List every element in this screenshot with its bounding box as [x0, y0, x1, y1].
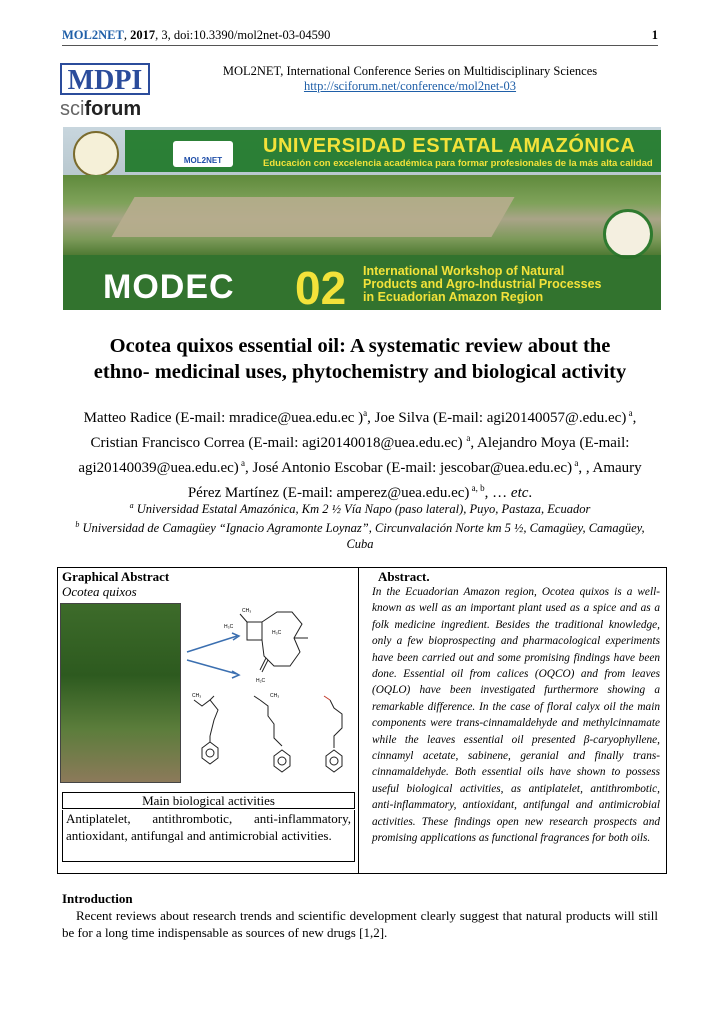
chem-label-h3c: H₃C: [272, 630, 282, 636]
chem-label-ch3: CH₃: [192, 693, 202, 699]
chem-label-h3c: H₃C: [224, 624, 234, 630]
methyl-cinnamate-structure: [194, 696, 218, 764]
abstract-text: In the Ecuadorian Amazon region, Ocotea quixos is a well-known as well as an important plant used as a spice and as a folk medicine ingredient. Besides the traditional knowledge, only a few bioprospecting and pharmacological experiments have been carried out and some promising findings have been done. Essential oil from calices (OQCO) and from leaves (OQLO) have been investigated furthermore showing a remarkable difference. In the case of floral calyx oil the main components were trans-cinnamaldehyde and methylcinnamate while the leaves essential oil presented β-caryophyllene, cinnamyl acetate, sabinene, geranial and finally trans-cinnamaldehyde. Both essential oils have shown to possess useful biological activities, as antiplatelet, antithrombotic, anti-inflammatory, antioxidant, antifungal and antimicrobial activities. These findings open new research prospects and promising applications as functional fragrances for both oils.: [372, 586, 660, 845]
journal-citation: , 3, doi:10.3390/mol2net-03-04590: [155, 28, 331, 42]
banner-workshop-line: Products and Agro-Industrial Processes: [363, 277, 602, 291]
mol2net-logo: MOL2NET: [173, 141, 233, 167]
banner-university-name: UNIVERSIDAD ESTATAL AMAZÓNICA: [263, 135, 636, 157]
conference-name: MOL2NET, International Conference Series on Multidisciplinary Sciences: [222, 64, 598, 78]
journal-name: MOL2NET: [62, 28, 124, 42]
affiliation-text: Universidad de Camagüey “Ignacio Agramonte Loynaz”, Circunvalación Norte km 5 ½, Camagüey, Camagüey, Cuba: [82, 521, 645, 552]
affiliation-a: [62, 498, 658, 517]
affiliation-mark: a: [129, 501, 134, 510]
arrow-line: [187, 660, 237, 674]
affiliations: [62, 498, 658, 552]
banner-slogan: Educación con excelencia académica para formar profesionales de la más alta calidad: [263, 158, 653, 169]
banner-workshop-line: in Ecuadorian Amazon Region: [363, 290, 544, 304]
chem-label-ch3: CH₃: [270, 693, 280, 699]
paper-title-line: ethno- medicinal uses, phytochemistry and biological activity: [93, 361, 627, 383]
abstract-title: Abstract.: [378, 569, 430, 584]
author-list: Matteo Radice (E-mail: mradice@uea.edu.ec )$^a$, Joe Silva (E-mail: agi20140057@.edu.ec) $^a$, Cristian Francisco Correa (E-mail: agi20140018@uea.edu.ec) $^a$, Alejandro Moya (E-mail: agi20140039@uea.edu.ec) $^a$, José Antonio Escobar (E-mail: jescobar@uea.edu.ec) $^a$, , Amaury Pérez Martínez (E-mail: amperez@uea.edu.ec) $^{a, b}$, … etc.: [78, 408, 642, 501]
running-header: [62, 28, 658, 43]
banner-event-name: MODEC: [103, 268, 235, 306]
cinnamyl-acetate-structure: [254, 696, 290, 772]
introduction-title: Introduction: [62, 891, 133, 906]
caryophyllene-structure: [240, 612, 308, 672]
sciforum-logo-sci: sci: [60, 98, 85, 120]
graphical-abstract-subtitle: Ocotea quixos: [62, 584, 137, 599]
sciforum-logo-forum: forum: [84, 98, 142, 120]
banner-event-number: 02: [295, 262, 347, 310]
chem-label-h2c: H₂C: [256, 678, 266, 684]
event-banner: [63, 127, 661, 310]
arrow-line: [187, 636, 237, 652]
university-crest-icon: [73, 131, 119, 177]
banner-river-image: [111, 197, 514, 237]
main-activities-text: Antiplatelet, antithrombotic, anti-inflammatory, antioxidant, antifungal and antimicrobial activities.: [62, 810, 355, 862]
header-comma: ,: [123, 28, 131, 42]
journal-year: 2017: [130, 28, 156, 42]
page-number: 1: [651, 28, 658, 42]
mdpi-logo: MDPI: [60, 63, 150, 95]
header-rule: [62, 45, 658, 46]
event-seal-icon: [603, 209, 653, 259]
introduction-text: Recent reviews about research trends and scientific development clearly suggest that natural products will still be for a long time indispensable as sources of new drugs [1,2].: [62, 908, 658, 940]
banner-workshop-title: [363, 265, 653, 304]
sciforum-logo: [60, 96, 150, 122]
ocotea-tree-photo: [60, 603, 181, 783]
main-activities-title: Main biological activities: [62, 792, 355, 809]
abstract-box-divider: [358, 567, 359, 874]
chemical-structures-figure: [182, 600, 354, 800]
cinnamaldehyde-structure: [324, 696, 342, 772]
paper-title-line: Ocotea quixos essential oil: A systematic review about the: [109, 335, 611, 357]
affiliation-text: Universidad Estatal Amazónica, Km 2 ½ Vía Napo (paso lateral), Puyo, Pastaza, Ecuador: [136, 502, 591, 517]
arrow-head-icon: [232, 671, 239, 678]
affiliation-mark: b: [75, 520, 80, 530]
graphical-abstract-title: Graphical Abstract: [62, 569, 170, 584]
chem-label-ch3: CH₃: [242, 608, 252, 614]
affiliation-b: [62, 517, 658, 552]
paper-title: [62, 333, 658, 385]
conference-url-link[interactable]: http://sciforum.net/conference/mol2net-03: [303, 79, 517, 93]
banner-workshop-line: International Workshop of Natural: [363, 264, 565, 278]
